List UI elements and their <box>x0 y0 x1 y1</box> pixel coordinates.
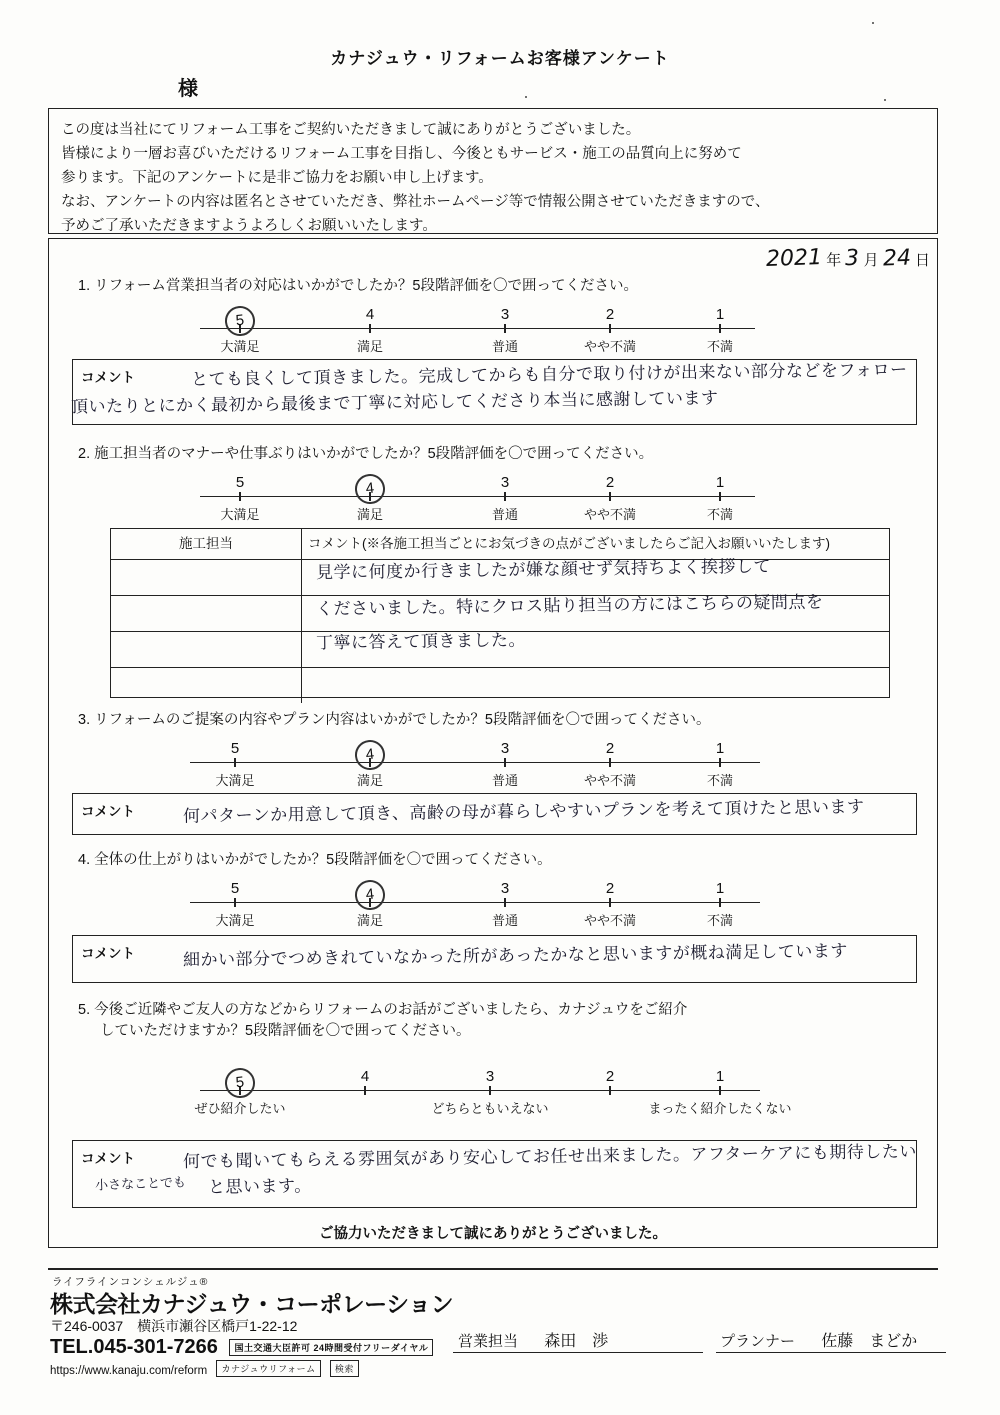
date-month-label: 月 <box>863 252 879 269</box>
table-cell-comment[interactable]: くださいました。特にクロス貼り担当の方にはこちらの疑問点を <box>315 592 824 620</box>
date-day-value: 24 <box>882 245 912 272</box>
footer-tagline: ライフラインコンシェルジュ® <box>52 1276 209 1288</box>
q5-comment-note: 小さなことでも <box>94 1175 187 1194</box>
tick <box>504 492 505 501</box>
question-3-body: リフォームのご提案の内容やプラン内容はいかがでしたか？5段階評価を〇で囲ってください。 <box>94 712 711 728</box>
footer-tel <box>50 1336 433 1359</box>
intro-line-4: なお、アンケートの内容は匿名とさせていただき、弊社ホームページ等で情報公開させていただきますので、 <box>61 194 770 211</box>
q5-option-1[interactable]: 1 まったく紹介したくない <box>648 1068 792 1116</box>
q3-comment-line-1: 何パターンか用意して頂き、高齢の母が暮らしやすいプランを考えて頂けたと思います <box>182 797 865 827</box>
footer-tel-number: TEL.045-301-7266 <box>50 1336 218 1358</box>
tick <box>609 492 610 501</box>
tick <box>234 758 235 767</box>
q1-option-4[interactable]: 4 満足 <box>356 306 383 354</box>
question-5-text <box>78 1000 918 1021</box>
q4-option-3[interactable]: 3 普通 <box>491 880 518 928</box>
scan-speck <box>525 96 527 98</box>
tick <box>719 758 720 767</box>
q3-option-3[interactable]: 3 普通 <box>491 740 518 788</box>
tick <box>609 1086 610 1095</box>
question-4-comment-box[interactable] <box>72 935 917 983</box>
question-4-body: 全体の仕上がりはいかがでしたか？5段階評価を〇で囲ってください。 <box>94 852 552 868</box>
thanks-message: ご協力いただきまして誠にありがとうございました。 <box>319 1226 667 1242</box>
question-2-scale <box>200 474 755 520</box>
q5-option-4[interactable]: 4 <box>320 1068 410 1086</box>
question-4-scale <box>190 880 760 926</box>
q1-option-5[interactable]: 5 大満足 <box>195 306 285 336</box>
question-3-comment-box[interactable] <box>72 793 917 835</box>
footer-company-name: 株式会社カナジュウ・コーポレーション <box>50 1291 454 1317</box>
q2-option-3[interactable]: 3 普通 <box>491 474 518 522</box>
table-cell-staff[interactable] <box>111 596 302 631</box>
q4-comment-line-1: 細かい部分でつめきれていなかった所があったかなと思いますが概ね満足しています <box>182 941 848 971</box>
tick <box>369 324 370 333</box>
table-cell-staff[interactable] <box>111 632 302 667</box>
intro-line-2: 皆様により一層お喜びいただけるリフォーム工事を目指し、今後ともサービス・施工の品質向上に努めて <box>61 146 742 163</box>
q2-option-1[interactable]: 1 不満 <box>706 474 733 522</box>
question-2-table <box>110 528 890 698</box>
table-row[interactable] <box>111 668 889 703</box>
scan-speck <box>884 99 886 101</box>
tick <box>504 758 505 767</box>
q5-comment-line-1: 何でも聞いてもらえる雰囲気があり安心してお任せ出来ました。アフターケアにも期待したい <box>182 1141 917 1173</box>
question-1-scale <box>200 306 755 352</box>
question-2-text <box>78 444 898 465</box>
q5-option-5[interactable]: 5 ぜひ紹介したい <box>195 1068 285 1098</box>
date-year-label: 年 <box>826 252 842 269</box>
table-header-row <box>111 529 889 560</box>
comment-label: コメント <box>81 946 135 961</box>
footer-url-text: https://www.kanaju.com/reform <box>50 1365 208 1377</box>
tick <box>609 758 610 767</box>
question-3-text <box>78 710 918 731</box>
q4-option-1[interactable]: 1 不満 <box>706 880 733 928</box>
tick <box>504 898 505 907</box>
intro-line-1: この度は当社にてリフォーム工事をご契約いただきまして誠にありがとうございました。 <box>61 122 641 138</box>
q4-option-4[interactable]: 4 満足 <box>325 880 415 910</box>
intro-line-3: 参ります。下記のアンケートに是非ご協力をお願い申し上げます。 <box>61 170 493 187</box>
question-1-text <box>78 276 878 297</box>
question-5-number: 5. <box>78 1002 91 1018</box>
date-year-value: 2021 <box>765 245 823 272</box>
q3-option-4[interactable]: 4 満足 <box>325 740 415 770</box>
table-cell-staff[interactable] <box>111 668 302 703</box>
table-header-comment: コメント(※各施工担当ごとにお気づきの点がございましたらご記入お願いいたします) <box>308 536 830 551</box>
table-header-staff: 施工担当 <box>111 529 302 559</box>
planner-label: プランナー <box>720 1333 796 1350</box>
q2-option-2[interactable]: 2 やや不満 <box>583 474 636 522</box>
question-5-body: 今後ご近隣やご友人の方などからリフォームのお話がございましたら、カナジュウをご紹介 <box>94 1002 688 1018</box>
tick <box>719 1086 720 1095</box>
tick <box>364 1086 365 1095</box>
tick <box>489 1086 490 1095</box>
page-title: カナジュウ・リフォームお客様アンケート <box>330 49 670 68</box>
date-day-label: 日 <box>914 252 930 269</box>
tick <box>234 898 235 907</box>
tick <box>609 898 610 907</box>
question-4-number: 4. <box>78 852 91 868</box>
q4-option-5[interactable]: 5 大満足 <box>215 880 255 928</box>
footer-address: 〒246-0037 横浜市瀬谷区橋戸1-22-12 <box>50 1318 298 1334</box>
planner-staff <box>720 1328 917 1351</box>
question-1-comment-box[interactable] <box>72 359 917 425</box>
footer-tel-badge: 国土交通大臣許可 24時間受付フリーダイヤル <box>229 1339 433 1356</box>
q2-option-5[interactable]: 5 大満足 <box>220 474 260 522</box>
table-cell-staff[interactable] <box>111 560 302 595</box>
q1-comment-line-2: 頂いたりとにかく最初から最後まで丁寧に対応してくださり本当に感謝しています <box>70 388 719 418</box>
scale-axis <box>200 496 755 497</box>
footer-search-keyword-badge: カナジュウリフォーム <box>216 1360 320 1377</box>
sales-label: 営業担当 <box>458 1333 519 1350</box>
intro-box <box>48 108 938 234</box>
footer-url[interactable] <box>50 1360 359 1377</box>
question-5-text-line2: していただけますか？5段階評価を〇で囲ってください。 <box>100 1023 471 1039</box>
sales-staff <box>458 1328 608 1351</box>
comment-label: コメント <box>81 1151 135 1166</box>
table-cell-comment[interactable]: 見学に何度か行きましたが嫌な顔せず気持ちよく挨拶して <box>315 556 772 584</box>
q5-option-3[interactable]: 3 どちらともいえない <box>431 1068 549 1116</box>
q3-option-5[interactable]: 5 大満足 <box>215 740 255 788</box>
scale-axis <box>190 902 760 903</box>
table-cell-comment[interactable] <box>302 668 889 703</box>
question-1-number: 1. <box>78 278 91 294</box>
survey-date <box>766 246 930 271</box>
q1-comment-line-1: とても良くして頂きました。完成してからも自分で取り付けが出来ない部分などをフォロー <box>190 359 908 391</box>
q3-option-2[interactable]: 2 やや不満 <box>583 740 636 788</box>
tick <box>719 492 720 501</box>
question-3-number: 3. <box>78 712 91 728</box>
q5-comment-line-2: と思います。 <box>207 1176 312 1198</box>
comment-label: コメント <box>81 370 135 385</box>
planner-name: 佐藤 まどか <box>821 1333 918 1350</box>
q4-option-2[interactable]: 2 やや不満 <box>583 880 636 928</box>
question-4-text <box>78 850 878 871</box>
footer <box>48 1268 938 1378</box>
date-month-value: 3 <box>845 245 860 272</box>
q5-option-2[interactable]: 2 <box>565 1068 655 1086</box>
comment-label: コメント <box>81 804 135 819</box>
planner-underline <box>716 1352 946 1353</box>
table-cell-comment[interactable]: 丁寧に答えて頂きました。 <box>315 630 527 654</box>
scale-axis <box>190 762 760 763</box>
tick <box>239 492 240 501</box>
scan-speck <box>872 22 874 24</box>
q1-option-1[interactable]: 1 不満 <box>706 306 733 354</box>
intro-line-5: 予めご了承いただきますようよろしくお願いいたします。 <box>61 218 437 235</box>
footer-divider <box>48 1268 938 1270</box>
table-row[interactable] <box>111 632 889 668</box>
question-3-scale <box>190 740 760 786</box>
tick <box>719 898 720 907</box>
q2-option-4[interactable]: 4 満足 <box>325 474 415 504</box>
question-5-scale <box>194 1068 792 1116</box>
question-1-body: リフォーム営業担当者の対応はいかがでしたか？5段階評価を〇で囲ってください。 <box>94 278 638 294</box>
sales-underline <box>453 1352 703 1353</box>
q3-option-1[interactable]: 1 不満 <box>706 740 733 788</box>
question-5-comment-box[interactable] <box>72 1140 917 1208</box>
tick <box>504 324 505 333</box>
question-2-number: 2. <box>78 446 91 462</box>
sales-name: 森田 渉 <box>544 1333 609 1350</box>
tick <box>609 324 610 333</box>
question-2-body: 施工担当者のマナーや仕事ぶりはいかがでしたか？5段階評価を〇で囲ってください。 <box>94 446 654 462</box>
customer-name-suffix: 様 <box>178 78 198 100</box>
footer-search-button-badge: 検索 <box>330 1360 359 1377</box>
q1-option-3[interactable]: 3 普通 <box>491 306 518 354</box>
tick <box>719 324 720 333</box>
q1-option-2[interactable]: 2 やや不満 <box>583 306 636 354</box>
